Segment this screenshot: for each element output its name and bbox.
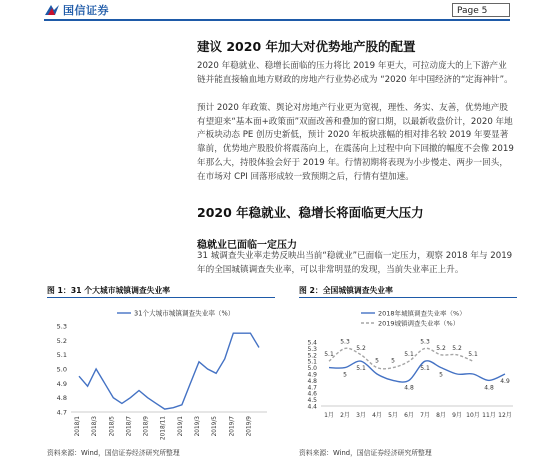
x-tick-label: 2018/7 bbox=[126, 416, 133, 437]
section2-heading: 2020 年稳就业、稳增长将面临更大压力 bbox=[197, 205, 424, 220]
y-tick-label: 4.9 bbox=[307, 371, 317, 379]
data-label: 4.9 bbox=[500, 378, 510, 385]
x-tick-label: 2018/5 bbox=[109, 416, 116, 437]
data-label: 5.1 bbox=[420, 365, 430, 373]
section1-heading: 建议 2020 年加大对优势地产股的配置 bbox=[197, 39, 416, 54]
figure1-title: 图 1：31 个大城市城镇调查失业率 bbox=[47, 286, 171, 295]
x-tick-label: 2019/5 bbox=[212, 416, 219, 437]
y-tick-label: 5.3 bbox=[307, 345, 317, 353]
x-tick-label: 8月 bbox=[436, 412, 446, 419]
y-tick-label: 4.5 bbox=[307, 397, 317, 405]
legend-label: 2018年城镇调查失业率（%） bbox=[378, 309, 466, 318]
x-tick-label: 2019/3 bbox=[195, 416, 201, 437]
y-tick-label: 4.9 bbox=[56, 379, 67, 388]
brand-logo bbox=[44, 3, 109, 17]
data-label: 5.3 bbox=[340, 338, 350, 346]
figure1-chart bbox=[47, 300, 275, 444]
x-tick-label: 7月 bbox=[420, 412, 430, 419]
y-tick-label: 5.1 bbox=[307, 358, 317, 366]
y-tick-label: 5.1 bbox=[56, 351, 67, 360]
figure2-rule bbox=[299, 297, 517, 298]
data-label: 5.2 bbox=[436, 344, 446, 352]
data-label: 5 bbox=[343, 371, 347, 379]
x-tick-label: 10月 bbox=[466, 412, 480, 419]
y-tick-label: 5.0 bbox=[307, 365, 317, 373]
y-tick-label: 4.8 bbox=[56, 394, 67, 403]
x-tick-label: 2019/1 bbox=[177, 416, 184, 437]
section1-paragraph-1: 2020 年稳就业、稳增长面临的压力将比 2019 年更大，可拉动庞大的上下游产业链并能直接输血地方财政的房地产行业势必成为 “2020 年中国经济的“定海神针”。 bbox=[197, 61, 513, 85]
data-label: 5.1 bbox=[356, 365, 366, 373]
x-tick-label: 1月 bbox=[324, 412, 334, 419]
x-tick-label: 2019/9 bbox=[246, 416, 253, 437]
page-number: Page 5 bbox=[452, 3, 510, 17]
legend-label: 31个大城市城镇调查失业率（%） bbox=[134, 309, 235, 318]
section1-paragraph-2: 预计 2020 年政策、舆论对房地产行业更为宽视，理性、务实、友善，优势地产股有望迎来“基本面+政策面”双面改善和叠加的窗口期，以最新收盘价计，2020 年地产板块动态 PE 创历史新低，预计 2020 年板块涨幅的相对排名较 2019 年要显著靠前，优势地产股股价将震荡向上，在震荡向上过程中向下回撤的幅度不会像 2019 年那么大，持股体验会好于 2019 年。行情初期将表现为小步慢走、两步一回头，在市场对 CPI 回落形成较一致预期之后，行情有望加速。 bbox=[197, 103, 514, 182]
data-label: 5 bbox=[375, 357, 379, 365]
series-line bbox=[79, 333, 259, 409]
x-tick-label: 2018/3 bbox=[92, 416, 99, 437]
x-tick-label: 5月 bbox=[388, 412, 398, 419]
legend-label: 2019城镇调查失业率（%） bbox=[378, 319, 460, 328]
section2-subheading: 稳就业已面临一定压力 bbox=[197, 240, 297, 251]
x-tick-label: 2月 bbox=[340, 412, 350, 419]
y-tick-label: 4.7 bbox=[307, 384, 317, 392]
y-tick-label: 5.2 bbox=[307, 352, 317, 360]
section2-paragraph: 31 城调查失业率走势反映出当前“稳就业”已面临一定压力，观察 2018 年与 2019 年的全国城镇调查失业率，可以非常明显的发现，当前失业率正上升。 bbox=[197, 251, 513, 275]
x-tick-label: 11月 bbox=[482, 412, 496, 419]
x-tick-label: 2018/9 bbox=[143, 416, 150, 437]
figure2-chart bbox=[299, 300, 517, 444]
y-tick-label: 4.8 bbox=[307, 377, 317, 385]
brand-name: 国信证券 bbox=[63, 4, 109, 17]
data-label: 5.1 bbox=[468, 351, 478, 359]
x-tick-label: 2018/11 bbox=[160, 416, 167, 441]
x-tick-label: 2018/1 bbox=[75, 416, 81, 437]
y-tick-label: 5.2 bbox=[56, 336, 67, 345]
figure1-source: 资料来源：Wind，国信证券经济研究所整理 bbox=[47, 449, 180, 457]
y-tick-label: 4.4 bbox=[307, 403, 317, 411]
x-tick-label: 12月 bbox=[498, 412, 512, 419]
brand-logo-icon bbox=[44, 4, 60, 16]
data-label: 5.1 bbox=[404, 351, 414, 359]
data-label: 4.8 bbox=[404, 384, 414, 392]
y-tick-label: 4.7 bbox=[56, 408, 67, 417]
x-tick-label: 2019/7 bbox=[229, 416, 236, 437]
x-tick-label: 4月 bbox=[372, 412, 382, 419]
data-label: 5.2 bbox=[356, 344, 366, 352]
y-tick-label: 5.0 bbox=[56, 365, 67, 374]
data-label: 5 bbox=[439, 371, 443, 379]
x-tick-label: 9月 bbox=[452, 412, 462, 419]
data-label: 5.3 bbox=[420, 338, 430, 346]
x-tick-label: 3月 bbox=[356, 412, 366, 419]
header-rule bbox=[44, 19, 510, 21]
figure1-rule bbox=[47, 297, 275, 298]
x-tick-label: 6月 bbox=[404, 412, 414, 419]
figure2-title: 图 2：全国城镇调查失业率 bbox=[299, 286, 393, 295]
data-label: 5.1 bbox=[324, 351, 334, 359]
page-header bbox=[0, 0, 550, 20]
data-label: 5 bbox=[391, 357, 395, 365]
data-label: 5.2 bbox=[452, 344, 462, 352]
data-label: 4.8 bbox=[484, 384, 494, 392]
y-tick-label: 4.6 bbox=[307, 390, 317, 398]
y-tick-label: 5.3 bbox=[56, 322, 67, 331]
figure2-source: 资料来源：Wind，国信证券经济研究所整理 bbox=[299, 449, 432, 457]
y-tick-label: 5.4 bbox=[307, 339, 317, 347]
